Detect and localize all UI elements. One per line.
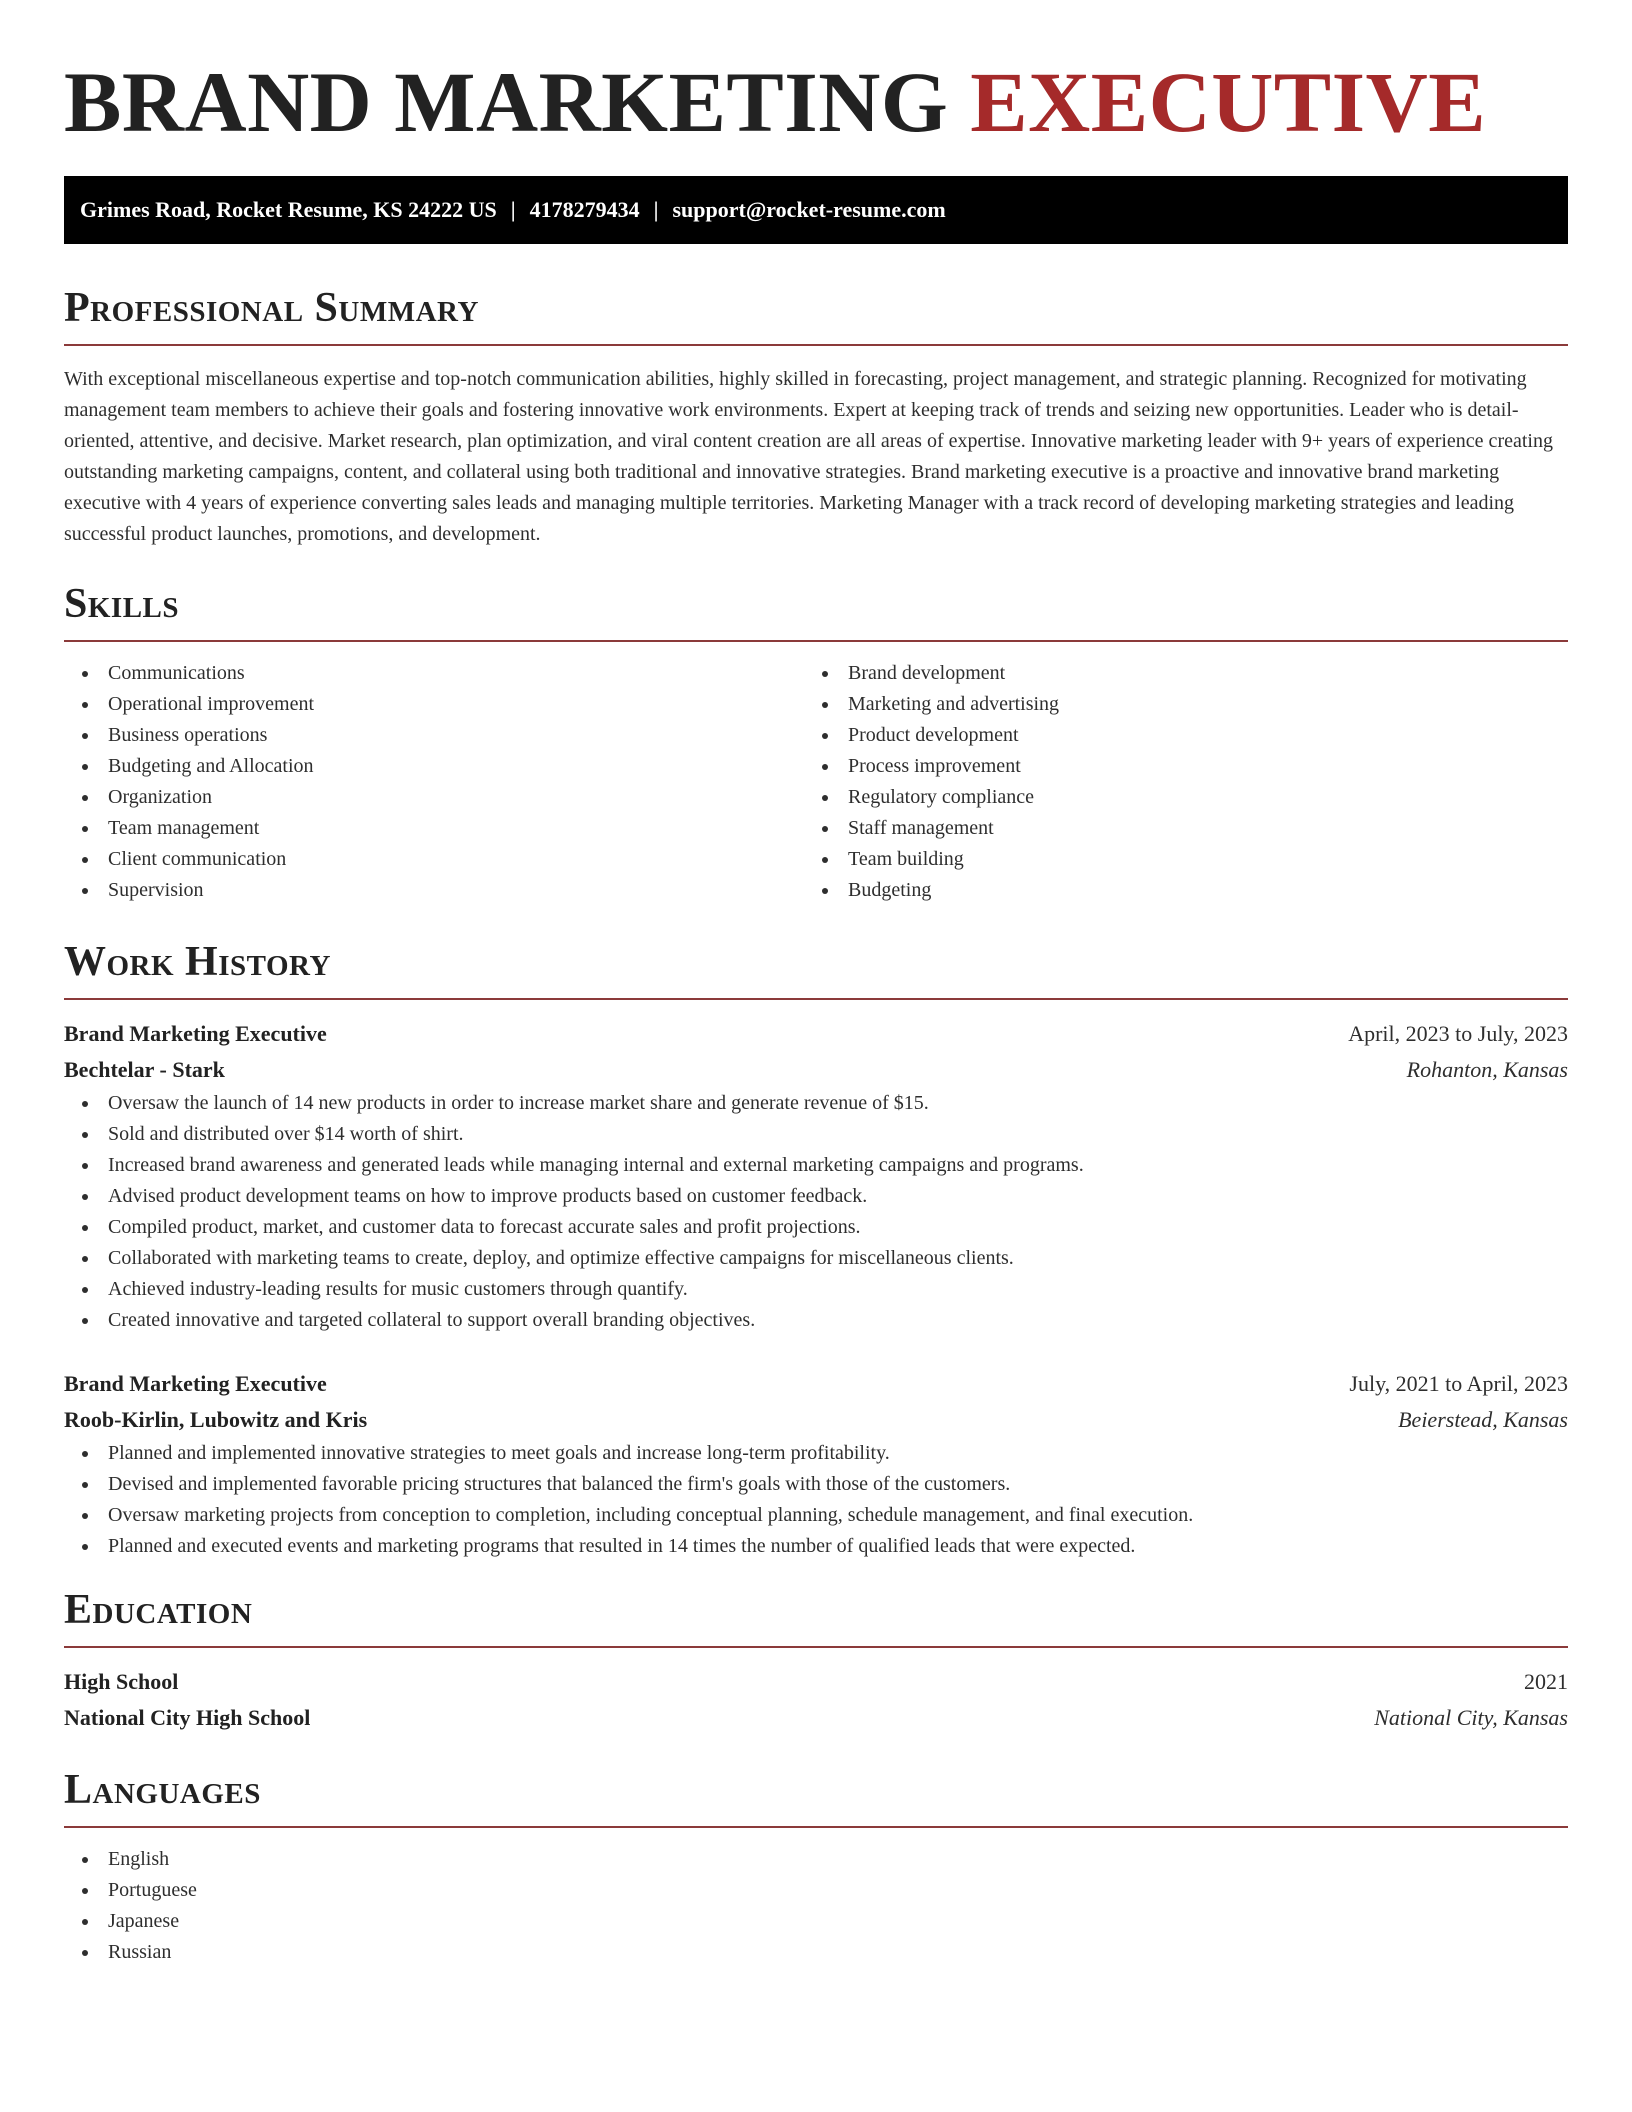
job-duties-list bbox=[64, 1088, 1568, 1336]
section-divider bbox=[64, 998, 1568, 1000]
section-title-languages: Languages bbox=[64, 1767, 261, 1813]
contact-address: Grimes Road, Rocket Resume, KS 24222 US bbox=[80, 197, 497, 222]
job-header-row bbox=[64, 1366, 1568, 1402]
summary-text: With exceptional miscellaneous expertise and top-notch communication abilities, highly skilled in forecasting, project management, and strategic planning. Recognized for motivating management team members to achieve their goals and fostering innovative work environments. Expert at keeping track of trends and seizing new opportunities. Leader who is detail-oriented, attentive, and decisive. Market research, plan optimization, and viral content creation are all areas of expertise. Innovative marketing leader with 9+ years of experience creating outstanding marketing campaigns, content, and collateral using both traditional and innovative strategies. Brand marketing executive is a proactive and innovative brand marketing executive with 4 years of experience converting sales leads and managing multiple territories. Marketing Manager with a track record of developing marketing strategies and leading successful product launches, promotions, and development. bbox=[64, 368, 1553, 545]
section-title-education: Education bbox=[64, 1587, 253, 1633]
skill-item: Marketing and advertising bbox=[804, 689, 1544, 720]
summary-section bbox=[64, 282, 1568, 550]
skill-item: Product development bbox=[804, 720, 1544, 751]
job-dates: July, 2021 to April, 2023 bbox=[1349, 1371, 1568, 1396]
job-company: Bechtelar - Stark bbox=[64, 1057, 225, 1082]
duty-item: Oversaw the launch of 14 new products in order to increase market share and generate revenue of $15. bbox=[64, 1088, 1568, 1119]
job-dates: April, 2023 to July, 2023 bbox=[1348, 1021, 1568, 1046]
section-divider bbox=[64, 640, 1568, 642]
duty-item: Advised product development teams on how to improve products based on customer feedback. bbox=[64, 1181, 1568, 1212]
job-company-row bbox=[64, 1402, 1568, 1438]
education-degree-row bbox=[64, 1664, 1568, 1700]
skill-item: Regulatory compliance bbox=[804, 782, 1544, 813]
duty-item: Collaborated with marketing teams to create, deploy, and optimize effective campaigns for miscellaneous clients. bbox=[64, 1243, 1568, 1274]
job-entry bbox=[64, 1366, 1568, 1562]
work-history-section bbox=[64, 936, 1568, 1562]
skill-item: Budgeting and Allocation bbox=[64, 751, 804, 782]
job-title: Brand Marketing Executive bbox=[64, 1371, 327, 1396]
education-location: National City, Kansas bbox=[1374, 1705, 1568, 1730]
contact-phone[interactable]: 4178279434 bbox=[529, 197, 640, 222]
contact-separator: | bbox=[653, 197, 659, 222]
skill-item: Organization bbox=[64, 782, 804, 813]
skills-list-right bbox=[804, 658, 1544, 906]
skill-item: Client communication bbox=[64, 844, 804, 875]
job-entry bbox=[64, 1016, 1568, 1336]
skills-section bbox=[64, 578, 1568, 906]
section-title-work: Work History bbox=[64, 939, 331, 985]
job-company: Roob-Kirlin, Lubowitz and Kris bbox=[64, 1407, 368, 1432]
duty-item: Devised and implemented favorable pricing structures that balanced the firm's goals with those of the customers. bbox=[64, 1469, 1568, 1500]
job-company-row bbox=[64, 1052, 1568, 1088]
languages-section bbox=[64, 1764, 1568, 1968]
education-school: National City High School bbox=[64, 1705, 311, 1730]
education-entry bbox=[64, 1664, 1568, 1736]
job-title: Brand Marketing Executive bbox=[64, 1021, 327, 1046]
skill-item: Staff management bbox=[804, 813, 1544, 844]
skill-item: Team building bbox=[804, 844, 1544, 875]
skill-item: Operational improvement bbox=[64, 689, 804, 720]
duty-item: Created innovative and targeted collateral to support overall branding objectives. bbox=[64, 1305, 1568, 1336]
section-divider bbox=[64, 344, 1568, 346]
education-school-row bbox=[64, 1700, 1568, 1736]
resume-title bbox=[64, 0, 1568, 176]
skill-item: Business operations bbox=[64, 720, 804, 751]
duty-item: Increased brand awareness and generated leads while managing internal and external marketing campaigns and programs. bbox=[64, 1150, 1568, 1181]
title-accent: EXECUTIVE bbox=[970, 54, 1487, 150]
job-duties-list bbox=[64, 1438, 1568, 1562]
title-main: BRAND MARKETING bbox=[64, 54, 949, 150]
education-year: 2021 bbox=[1524, 1669, 1568, 1694]
skill-item: Process improvement bbox=[804, 751, 1544, 782]
job-location: Beierstead, Kansas bbox=[1398, 1407, 1568, 1432]
contact-email[interactable]: support@rocket-resume.com bbox=[672, 197, 946, 222]
section-title-summary: Professional Summary bbox=[64, 285, 479, 331]
section-divider bbox=[64, 1646, 1568, 1648]
language-item: Russian bbox=[64, 1937, 1568, 1968]
skills-list-left bbox=[64, 658, 804, 906]
job-location: Rohanton, Kansas bbox=[1406, 1057, 1568, 1082]
duty-item: Oversaw marketing projects from conception to completion, including conceptual planning, schedule management, and final execution. bbox=[64, 1500, 1568, 1531]
education-degree: High School bbox=[64, 1669, 179, 1694]
job-header-row bbox=[64, 1016, 1568, 1052]
section-title-skills: Skills bbox=[64, 581, 180, 627]
skill-item: Supervision bbox=[64, 875, 804, 906]
duty-item: Achieved industry-leading results for music customers through quantify. bbox=[64, 1274, 1568, 1305]
skill-item: Team management bbox=[64, 813, 804, 844]
skill-item: Communications bbox=[64, 658, 804, 689]
resume-page bbox=[64, 0, 1568, 1968]
contact-separator: | bbox=[510, 197, 516, 222]
languages-list bbox=[64, 1844, 1568, 1968]
contact-bar bbox=[64, 176, 1568, 244]
education-section bbox=[64, 1584, 1568, 1736]
language-item: English bbox=[64, 1844, 1568, 1875]
duty-item: Compiled product, market, and customer data to forecast accurate sales and profit projections. bbox=[64, 1212, 1568, 1243]
language-item: Japanese bbox=[64, 1906, 1568, 1937]
skill-item: Budgeting bbox=[804, 875, 1544, 906]
language-item: Portuguese bbox=[64, 1875, 1568, 1906]
duty-item: Planned and implemented innovative strategies to meet goals and increase long-term profitability. bbox=[64, 1438, 1568, 1469]
skill-item: Brand development bbox=[804, 658, 1544, 689]
skills-column-right bbox=[804, 658, 1544, 906]
section-divider bbox=[64, 1826, 1568, 1828]
duty-item: Sold and distributed over $14 worth of shirt. bbox=[64, 1119, 1568, 1150]
skills-columns bbox=[64, 658, 1568, 906]
duty-item: Planned and executed events and marketing programs that resulted in 14 times the number of qualified leads that were expected. bbox=[64, 1531, 1568, 1562]
skills-column-left bbox=[64, 658, 804, 906]
